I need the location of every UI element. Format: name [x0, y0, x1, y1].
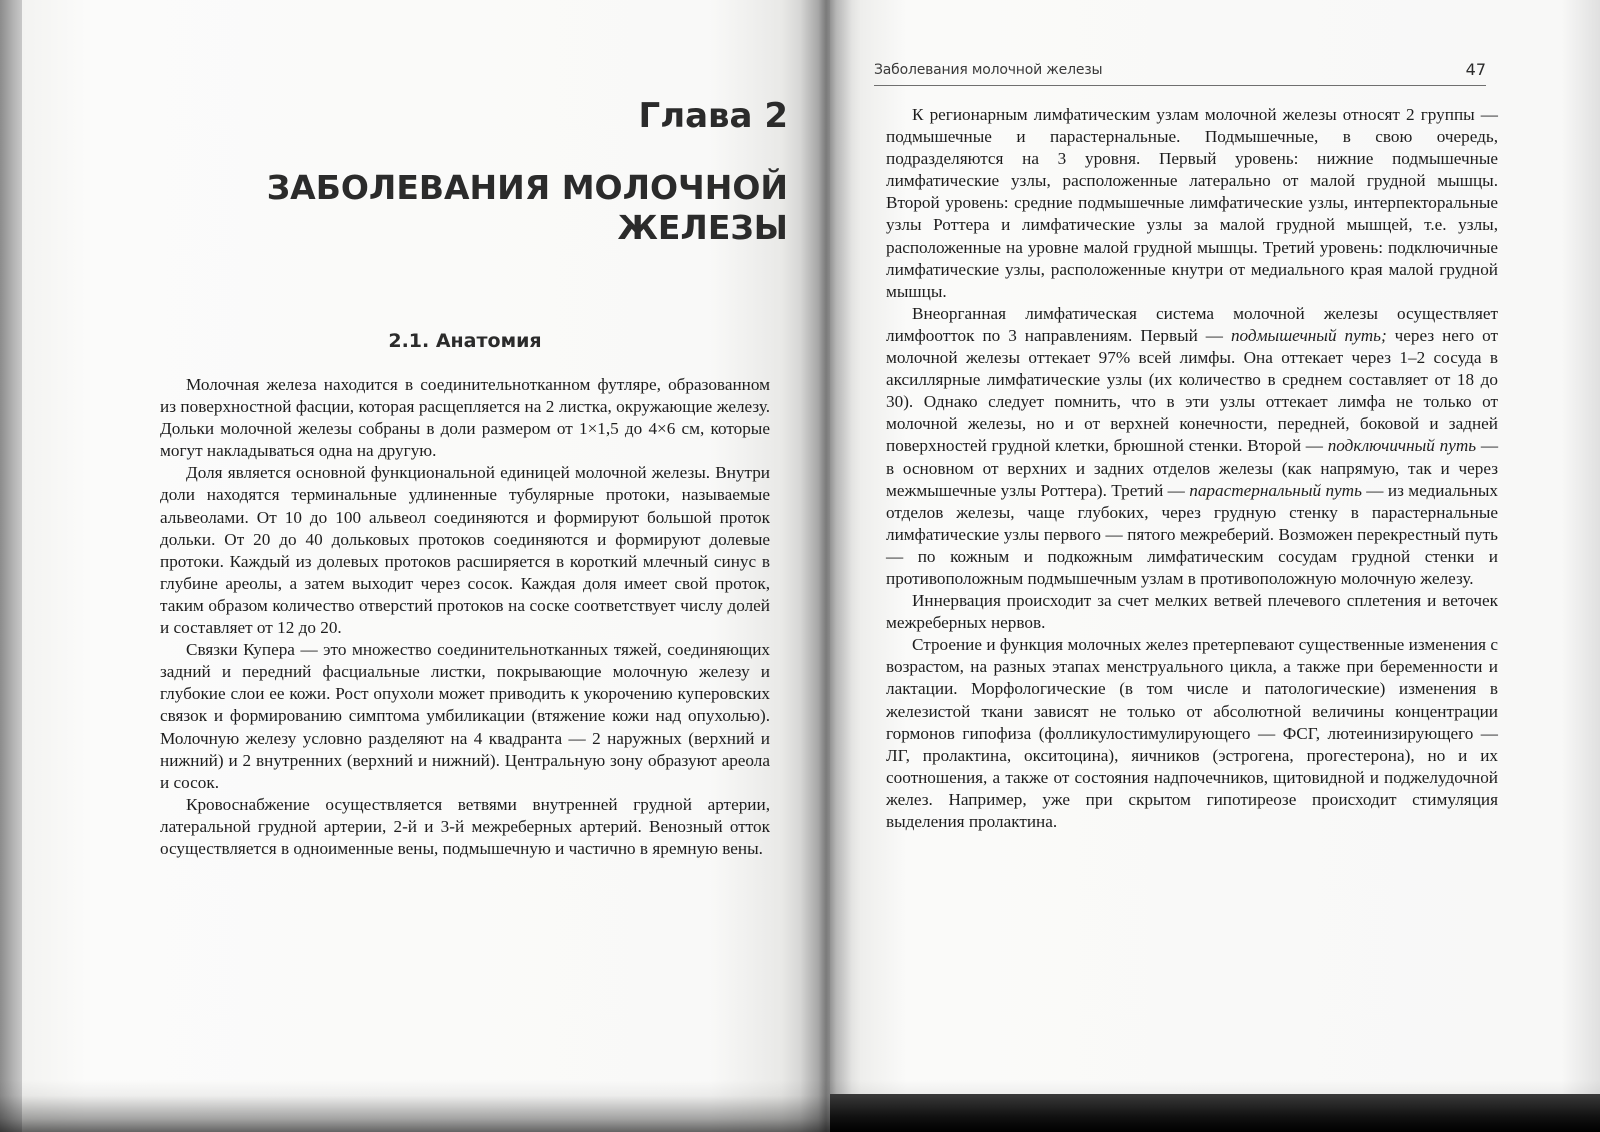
section-title: 2.1. Анатомия — [388, 330, 542, 352]
paragraph: Строение и функция молочных желез претерпевают существенные изменения с возрастом, на разных этапах менструального цикла, а также при беременности и лактации. Морфологические (в том числе и патологические) изменения в железистой ткани зависят не только от абсолютной величины концентрации гормонов гипофиза (фолликулостимулирующего — ФСГ, лютеинизирующего — ЛГ, пролактина, окситоцина), яичников (эстрогена, прогестерона), но и их соотношения, а также от состояния надпочечников, щитовидной и поджелудочной желез. Например, уже при скрытом гипотиреозе происходит стимуляция выделения пролактина. — [886, 635, 1498, 831]
right-page — [830, 0, 1600, 1132]
text-run: через него от молочной железы оттекает 97% всей лимфы. Она оттекает через 1–2 сосуда в аксиллярные лимфатические узлы (их количество в среднем составляет от 18 до 30). Однако следует помнить, что в эти узлы оттекает лимфа не только от молочной железы, но и от верхней конечности, передней, боковой и задней поверхностей грудной клетки, брюшной стенки. Второй — — [886, 325, 1498, 456]
left-body-text — [160, 374, 770, 860]
paragraph: Связки Купера — это множество соединительнотканных тяжей, соединяющих задний и передний фасциальные листки, покрывающие молочную железу и глубокие слои ее кожи. Рост опухоли может приводить к укорочению куперовских связок и формированию симптома умбиликации (втяжение кожи над опухолью). Молочную железу условно разделяют на 4 квадранта — 2 наружных (верхний и нижний) и 2 внутренних (верхний и нижний). Центральную зону образуют ареола и сосок. — [160, 640, 770, 792]
text-run: — в основном от верхних и задних отделов железы (как напрямую, так и через межмышечные узлы Роттера). Третий — — [886, 436, 1499, 500]
scan-bottom-edge — [830, 1094, 1600, 1132]
italic-term: парастернальный путь — [1189, 480, 1362, 500]
text-run: Внеорганная лимфатическая система молочной железы осуществляет лимфоотток по 3 направлениям. Первый — — [886, 303, 1498, 345]
running-header — [874, 60, 1486, 86]
paragraph: Кровоснабжение осуществляется ветвями внутренней грудной артерии, латеральной грудной артерии, 2-й и 3-й межреберных артерий. Венозный отток осуществляется в одноименные вены, подмышечную и частично в яремную вены. — [160, 794, 770, 858]
left-page — [22, 0, 830, 1132]
text-run: — из медиальных отделов железы, чаще глубоких, через грудную стенку в парастернальные лимфатические узлы первого — пятого межреберий. Возможен перекрестный путь — по кожным и подкожным лимфатическим сосудам грудной стенки и противоположным подмышечным узлам в противоположную молочную железу. — [886, 480, 1498, 588]
paragraph — [886, 303, 1498, 590]
paragraph: К регионарным лимфатическим узлам молочной железы относят 2 группы — подмышечные и парастернальные. Подмышечные, в свою очередь, подразделяются на 3 уровня. Первый уровень: нижние подмышечные лимфатические узлы, расположенные латерально от малой грудной мышцы. Второй уровень: средние подмышечные лимфатические узлы, интерпекторальные узлы Роттера и лимфатические узлы за малой грудной мышцей, т.е. узлы, расположенные на уровне малой грудной мышцы. Третий уровень: подключичные лимфатические узлы, расположенные кнутри от медиального края малой грудной мышцы. — [886, 105, 1498, 301]
paragraph: Доля является основной функциональной единицей молочной железы. Внутри доли находятся терминальные удлиненные тубулярные протоки, называемые альвеолами. От 10 до 100 альвеол соединяются и формируют большой проток дольки. От 20 до 40 дольковых протоков соединяются и формируют долевые протоки. Каждый из долевых протоков расширяется в короткий млечный синус в глубине ареолы, а затем выходит через сосок. Каждая доля имеет свой проток, таким образом количество отверстий протоков на соске соответствует числу долей и составляет от 12 до 20. — [160, 463, 770, 638]
paragraph: Молочная железа находится в соединительнотканном футляре, образованном из поверхностной фасции, которая расщепляется на 2 листка, окружающие железу. Дольки молочной железы собраны в доли размером от 1×1,5 до 4×6 см, которые могут накладываться одна на другую. — [160, 375, 770, 461]
chapter-title — [188, 168, 788, 248]
chapter-title-line1: ЗАБОЛЕВАНИЯ МОЛОЧНОЙ — [266, 168, 788, 207]
page-number: 47 — [1465, 60, 1486, 79]
right-body-text — [886, 104, 1498, 833]
chapter-number: Глава 2 — [638, 96, 788, 136]
italic-term: подключичный путь — [1327, 436, 1477, 456]
running-title: Заболевания молочной железы — [874, 62, 1103, 78]
chapter-title-line2: ЖЕЛЕЗЫ — [617, 208, 788, 247]
italic-term: подмышечный путь; — [1230, 325, 1387, 345]
book-gutter — [800, 0, 852, 1132]
paragraph: Иннервация происходит за счет мелких ветвей плечевого сплетения и веточек межреберных нервов. — [886, 591, 1498, 633]
